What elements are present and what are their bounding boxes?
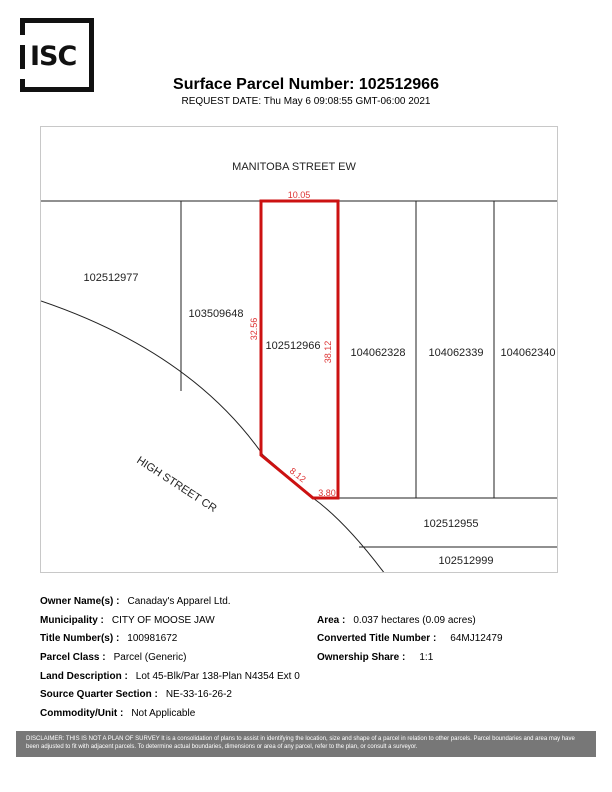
parcel-label: 102512955 bbox=[423, 518, 479, 530]
converted-title-value: 64MJ12479 bbox=[450, 633, 503, 644]
ownership-share-label: Ownership Share : bbox=[317, 652, 406, 663]
land-description-row bbox=[40, 671, 300, 682]
ownership-share-row bbox=[317, 652, 433, 663]
parcel-label: 104062340 bbox=[500, 347, 556, 359]
parcel-map-svg bbox=[41, 127, 558, 573]
street-name-top: MANITOBA STREET EW bbox=[232, 161, 356, 173]
area-label: Area : bbox=[317, 615, 346, 626]
parcel-class-row bbox=[40, 652, 186, 663]
converted-title-label: Converted Title Number : bbox=[317, 633, 437, 644]
municipality-row bbox=[40, 615, 215, 626]
subject-parcel-label: 102512966 bbox=[265, 340, 321, 352]
parcel-label: 102512977 bbox=[83, 272, 139, 284]
parcel-class-label: Parcel Class : bbox=[40, 652, 106, 663]
title-number-row bbox=[40, 633, 177, 644]
source-quarter-label: Source Quarter Section : bbox=[40, 689, 158, 700]
owner-value: Canaday's Apparel Ltd. bbox=[127, 596, 231, 607]
area-value: 0.037 hectares (0.09 acres) bbox=[353, 615, 476, 626]
street-line-diagonal bbox=[41, 301, 385, 573]
municipality-label: Municipality : bbox=[40, 615, 104, 626]
converted-title-row bbox=[317, 633, 503, 644]
source-quarter-row bbox=[40, 689, 232, 700]
disclaimer-banner: DISCLAIMER: THIS IS NOT A PLAN OF SURVEY It is a consolidation of plans to assist in identifying the location, size and shape of a parcel in relation to other parcels. Parcel boundaries and area may have been adjusted to fit with adjacent parcels. To determine actual boundaries, dimensions or area of any parcel, refer to the plan, or consult a surveyor. bbox=[16, 731, 596, 757]
dimension-right: 38.12 bbox=[323, 340, 333, 364]
street-name-diagonal: HIGH STREET CR bbox=[134, 454, 219, 516]
parcel-map bbox=[40, 126, 558, 573]
commodity-value: Not Applicable bbox=[131, 708, 196, 719]
parcel-label: 102512999 bbox=[438, 555, 494, 567]
area-row bbox=[317, 615, 476, 626]
commodity-row bbox=[40, 708, 195, 719]
request-date: REQUEST DATE: Thu May 6 09:08:55 GMT-06:00 2021 bbox=[181, 96, 431, 107]
dimension-top: 10.05 bbox=[287, 190, 311, 200]
title-number-value: 100981672 bbox=[127, 633, 178, 644]
owner-row bbox=[40, 596, 231, 607]
municipality-value: CITY OF MOOSE JAW bbox=[111, 615, 215, 626]
title-number-label: Title Number(s) : bbox=[40, 633, 120, 644]
land-description-value: Lot 45-Blk/Par 138-Plan N4354 Ext 0 bbox=[135, 671, 300, 682]
page-title: Surface Parcel Number: 102512966 bbox=[173, 76, 439, 93]
commodity-label: Commodity/Unit : bbox=[40, 708, 124, 719]
owner-label: Owner Name(s) : bbox=[40, 596, 120, 607]
dimension-left: 32.56 bbox=[249, 317, 259, 341]
parcel-label: 104062328 bbox=[350, 347, 406, 359]
logo-text: ISC bbox=[30, 41, 77, 72]
dimension-bottom: 3.80 bbox=[318, 488, 336, 498]
parcel-label: 103509648 bbox=[188, 308, 244, 320]
parcel-label: 104062339 bbox=[428, 347, 484, 359]
parcel-class-value: Parcel (Generic) bbox=[113, 652, 187, 663]
logo-notch-top bbox=[19, 35, 27, 45]
source-quarter-value: NE-33-16-26-2 bbox=[165, 689, 232, 700]
dimension-diagonal: 8.12 bbox=[287, 465, 308, 485]
land-description-label: Land Description : bbox=[40, 671, 128, 682]
ownership-share-value: 1:1 bbox=[419, 652, 434, 663]
